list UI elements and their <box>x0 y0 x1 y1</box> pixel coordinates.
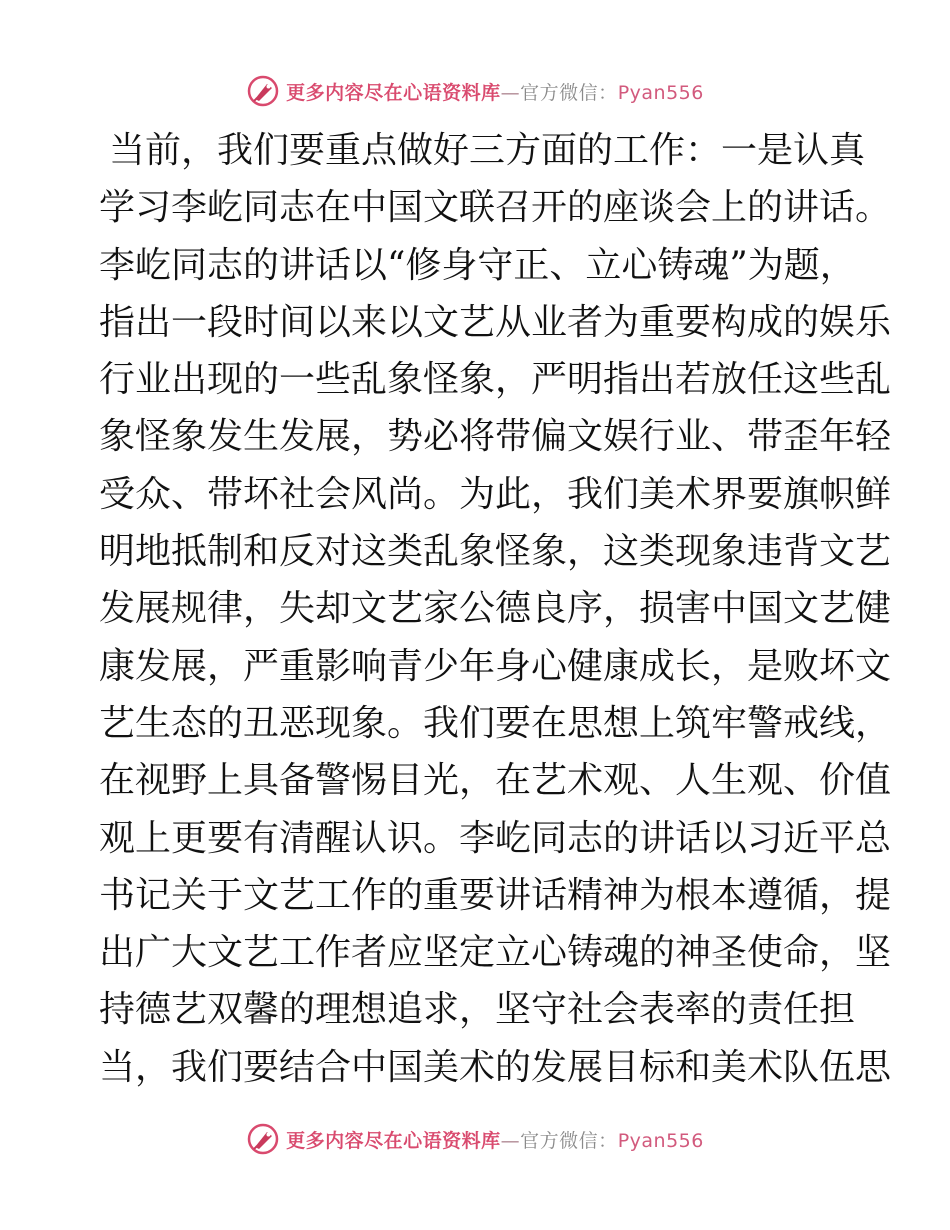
watermark-wechat-id: Pyan556 <box>617 81 704 104</box>
body-line: 在视野上具备警惕目光，在艺术观、人生观、价值 <box>99 760 892 802</box>
body-line: 发展规律，失却文艺家公德良序，损害中国文艺健 <box>99 588 892 630</box>
body-line: 观上更要有清醒认识。李屹同志的讲话以习近平总 <box>99 817 892 859</box>
body-line: 象怪象发生发展，势必将带偏文娱行业、带歪年轻 <box>99 416 892 458</box>
body-line: 当前，我们要重点做好三方面的工作：一是认真 <box>109 130 866 171</box>
watermark-wechat-id: Pyan556 <box>617 1129 704 1152</box>
footer-watermark <box>0 1119 950 1159</box>
pen-nib-logo-icon <box>246 1122 280 1156</box>
header-watermark <box>0 71 950 111</box>
body-line: 持德艺双馨的理想追求，坚守社会表率的责任担 <box>99 989 856 1031</box>
body-line: 李屹同志的讲话以“修身守正、立心铸魂”为题， <box>99 244 856 286</box>
watermark-dash: — <box>500 1129 521 1152</box>
body-line: 艺生态的丑恶现象。我们要在思想上筑牢警戒线， <box>99 702 892 744</box>
body-line: 学习李屹同志在中国文联召开的座谈会上的讲话。 <box>99 187 892 229</box>
watermark-official-label: 官方微信： <box>520 1129 618 1152</box>
body-line: 行业出现的一些乱象怪象，严明指出若放任这些乱 <box>99 359 892 401</box>
body-line: 康发展，严重影响青少年身心健康成长，是败坏文 <box>99 645 892 687</box>
watermark-site-text: 更多内容尽在心语资料库 <box>286 81 501 104</box>
watermark-dash: — <box>500 81 521 104</box>
watermark-official-label: 官方微信： <box>520 81 618 104</box>
body-line: 受众、带坏社会风尚。为此，我们美术界要旗帜鲜 <box>99 473 892 515</box>
pen-nib-logo-icon <box>246 74 280 108</box>
body-line: 指出一段时间以来以文艺从业者为重要构成的娱乐 <box>99 301 892 343</box>
body-line: 当，我们要结合中国美术的发展目标和美术队伍思 <box>99 1046 892 1088</box>
body-line: 出广大文艺工作者应坚定立心铸魂的神圣使命，坚 <box>99 932 892 974</box>
body-line: 书记关于文艺工作的重要讲话精神为根本遵循，提 <box>99 874 892 916</box>
body-line: 明地抵制和反对这类乱象怪象，这类现象违背文艺 <box>99 531 892 573</box>
watermark-site-text: 更多内容尽在心语资料库 <box>286 1129 501 1152</box>
document-body <box>99 122 892 1096</box>
